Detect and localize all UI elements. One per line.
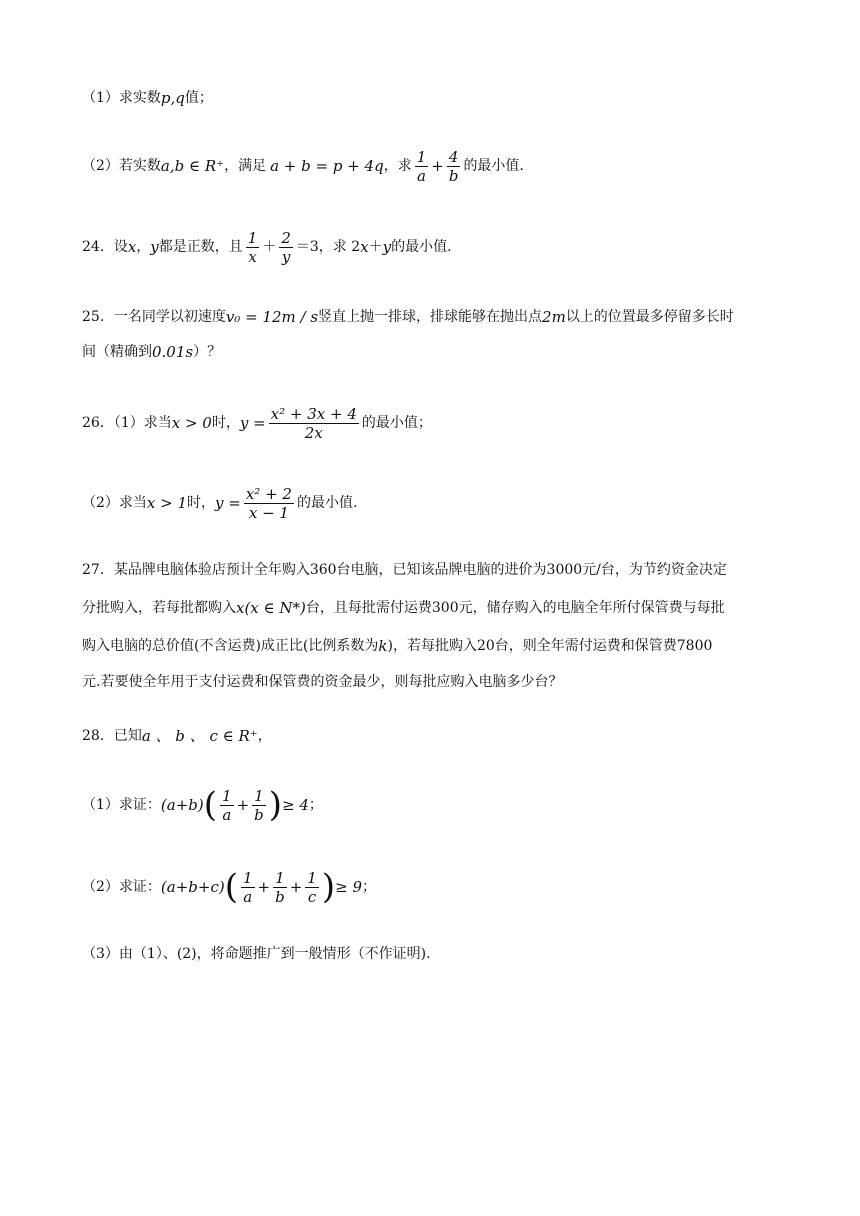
q28-part2-rhs: ≥ 9 bbox=[335, 878, 362, 896]
q26-part1 bbox=[82, 402, 778, 444]
q24 bbox=[82, 226, 778, 268]
plus-sign: + bbox=[431, 157, 444, 175]
q27-batch-size: x(x ∈ N*) bbox=[236, 599, 306, 617]
q26-part1-pre: 26．（1）求当 bbox=[82, 415, 172, 431]
q28-intro-post: ， bbox=[257, 728, 272, 744]
q26-part2-post: 的最小值. bbox=[296, 495, 358, 511]
q27-line4: 元.若要使全年用于支付运费和保管费的资金最少，则每批应购入电脑多少台？ bbox=[82, 674, 563, 690]
q27-line1: 27．某品牌电脑体验店预计全年购入360台电脑，已知该品牌电脑的进价为3000元/台，为节约资金决定 bbox=[82, 562, 727, 578]
var-y: y bbox=[382, 238, 392, 256]
q27-line3 bbox=[82, 636, 778, 656]
q24-mid: 都是正数，且 bbox=[158, 239, 243, 255]
q27-coefficient: k bbox=[378, 637, 388, 655]
q23-part1-post: 值； bbox=[184, 90, 213, 106]
q28-part2-pre: （2）求证： bbox=[82, 879, 161, 895]
q23-part1-math: p,q bbox=[160, 89, 185, 107]
q24-equals: ＝3，求 2 bbox=[295, 239, 361, 255]
plus-sign: ＋ bbox=[262, 239, 277, 255]
q27-line3-post: )，若每批购入20台，则全年需付运费和保管费7800 bbox=[387, 638, 713, 654]
q26-part1-mid: 时， bbox=[211, 415, 240, 431]
q28-intro bbox=[82, 726, 778, 746]
q28-part2-post: ； bbox=[362, 879, 376, 895]
q24-comma: ， bbox=[136, 239, 151, 255]
fraction-1-over-b: $\frac{1}{b}$ bbox=[275, 868, 285, 906]
q25-precision: 0.01s bbox=[152, 343, 194, 361]
q28-part3: （3）由（1）、(2)，将命题推广到一般情形（不作证明). bbox=[82, 946, 431, 962]
q25-line1 bbox=[82, 307, 778, 327]
fraction-1-over-b: $\frac{1}{b}$ bbox=[254, 786, 264, 824]
q28-part1 bbox=[82, 782, 778, 828]
plus-sign: + bbox=[257, 878, 271, 896]
plus-sign: ＋ bbox=[368, 239, 383, 255]
q25-line2 bbox=[82, 342, 778, 362]
var-x: x bbox=[127, 238, 137, 256]
q28-part1-lhs: (a+b) bbox=[160, 796, 204, 814]
q27-line2 bbox=[82, 598, 778, 618]
fraction-1-over-a: $\frac{1}{a}$ bbox=[416, 147, 427, 185]
q26-part2-y: y = bbox=[215, 494, 241, 512]
q25-line2-pre: 间（精确到 bbox=[82, 344, 152, 360]
fraction-1-over-c: $\frac{1}{c}$ bbox=[307, 868, 317, 906]
q23-part2-mid2: ，求 bbox=[383, 158, 412, 174]
q24-post: 的最小值. bbox=[391, 239, 452, 255]
q28-part1-pre: （1）求证： bbox=[82, 797, 161, 813]
q28-part2-lhs: (a+b+c) bbox=[160, 878, 225, 896]
q23-part1-pre: （1）求实数 bbox=[82, 90, 161, 106]
q25-post: 以上的位置最多停留多长时 bbox=[565, 309, 734, 325]
q27-line2-post: 台，且每批需付运费300元，储存购入的电脑全年所付保管费与每批 bbox=[305, 600, 725, 616]
q25-height: 2m bbox=[542, 308, 566, 326]
right-paren: ) bbox=[268, 785, 283, 825]
q26-part2-pre: （2）求当 bbox=[82, 495, 147, 511]
fraction-4-over-b: $\frac{4}{b}$ bbox=[448, 147, 459, 185]
q23-part2 bbox=[82, 146, 778, 186]
plus-sign: + bbox=[289, 878, 303, 896]
var-y: y bbox=[150, 238, 159, 256]
q26-part2-fraction: $\frac{\text{x² + 2}}{x - 1}$ bbox=[245, 484, 292, 522]
q23-part2-set: a,b ∈ R⁺ bbox=[160, 157, 225, 175]
q26-part2-mid: 时， bbox=[187, 495, 216, 511]
fraction-1-over-a: $\frac{1}{a}$ bbox=[242, 868, 253, 906]
q26-part1-fraction: $\frac{\text{x² + 3x + 4}}{2x}$ bbox=[270, 404, 357, 442]
q28-part2 bbox=[82, 864, 778, 910]
q28-part1-post: ； bbox=[308, 797, 323, 813]
fraction-1-over-a: $\frac{1}{a}$ bbox=[222, 786, 232, 824]
left-paren: ( bbox=[224, 867, 238, 907]
q25-line2-post: ）？ bbox=[193, 344, 222, 360]
q25-mid: 竖直上抛一排球，排球能够在抛出点 bbox=[318, 309, 543, 325]
fraction-1-over-x: $\frac{1}{x}$ bbox=[247, 228, 258, 266]
left-paren: ( bbox=[203, 785, 218, 825]
q23-part2-condition: a + b = p + 4q bbox=[270, 157, 384, 175]
q27-line3-pre: 购入电脑的总价值(不含运费)成正比(比例系数为 bbox=[82, 638, 379, 654]
plus-sign: + bbox=[236, 796, 250, 814]
q28-part1-rhs: ≥ 4 bbox=[282, 796, 309, 814]
q23-part2-pre: （2）若实数 bbox=[82, 158, 161, 174]
q28-intro-set: a 、 b 、 c ∈ R⁺ bbox=[141, 727, 258, 745]
q23-part2-post: 的最小值. bbox=[463, 158, 524, 174]
q23-part1 bbox=[82, 88, 778, 108]
q26-part1-y: y = bbox=[239, 414, 266, 432]
q27-line2-pre: 分批购入，若每批都购入 bbox=[82, 600, 236, 616]
q23-part2-mid1: ，满足 bbox=[224, 158, 267, 174]
q26-part2 bbox=[82, 482, 778, 524]
q28-intro-pre: 28．已知 bbox=[82, 728, 142, 744]
q26-part1-post: 的最小值； bbox=[361, 415, 432, 431]
q26-part2-condition: x > 1 bbox=[146, 494, 188, 512]
q25-velocity: v₀ = 12m / s bbox=[225, 308, 319, 326]
q25-pre: 25．一名同学以初速度 bbox=[82, 309, 226, 325]
q26-part1-condition: x > 0 bbox=[171, 414, 212, 432]
q24-pre: 24．设 bbox=[82, 239, 128, 255]
var-x: x bbox=[360, 238, 369, 256]
right-paren: ) bbox=[321, 867, 336, 907]
fraction-2-over-y: $\frac{2}{y}$ bbox=[281, 228, 291, 266]
